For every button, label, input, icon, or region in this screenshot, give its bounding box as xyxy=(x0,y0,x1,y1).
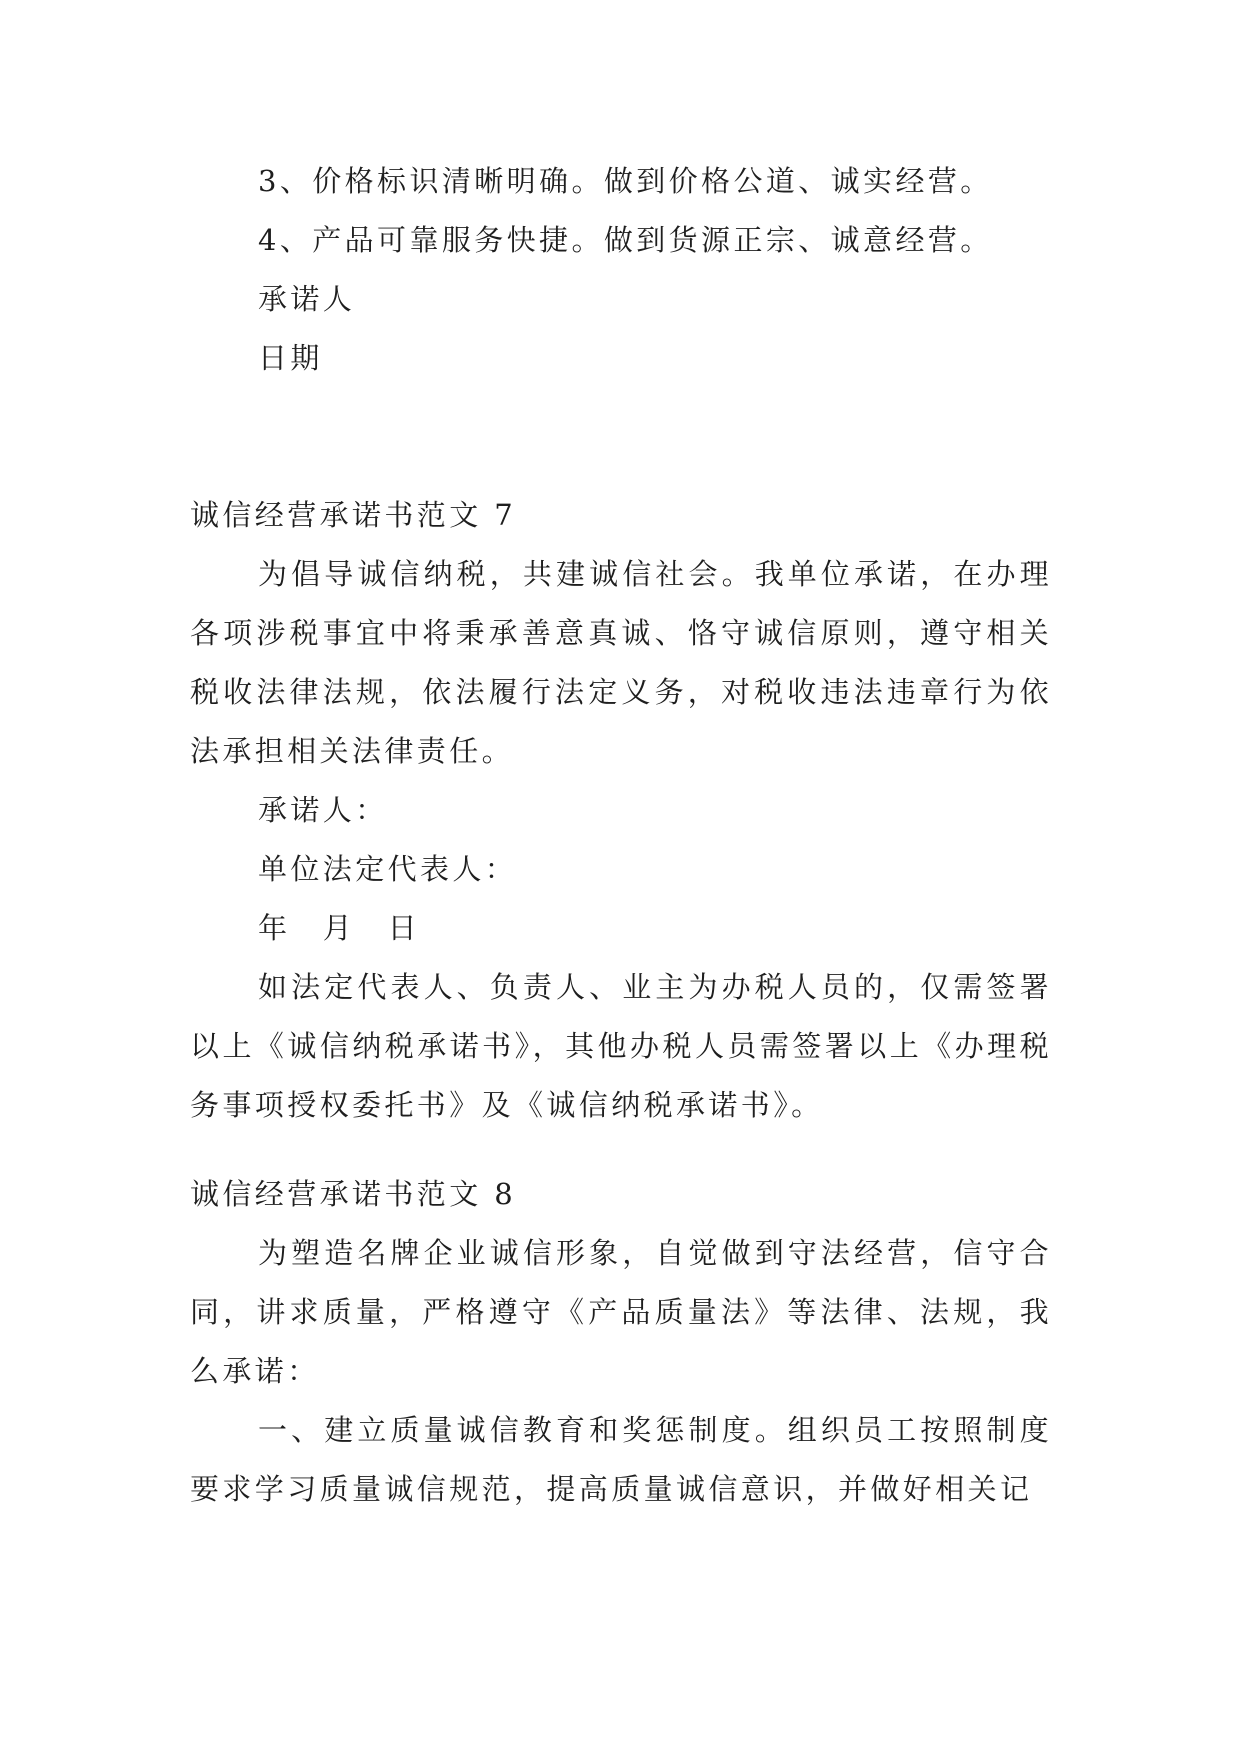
section-gap xyxy=(190,388,1052,486)
date-line: 年 月 日 xyxy=(258,911,421,945)
paragraph-8-1: 为塑造名牌企业诚信形象，自觉做到守法经营，信守合同，讲求质量，严格遵守《产品质量法》等法律、法规，我么承诺： xyxy=(190,1236,1052,1388)
list-item-4: 4、产品可靠服务快捷。做到货源正宗、诚意经营。 xyxy=(258,223,993,257)
section-gap xyxy=(190,1135,1052,1165)
promiser-label-7: 承诺人： xyxy=(258,793,388,827)
promiser-label: 承诺人 xyxy=(258,282,356,316)
date-label: 日期 xyxy=(258,341,323,375)
paragraph-8-2: 一、建立质量诚信教育和奖惩制度。组织员工按照制度要求学习质量诚信规范，提高质量诚信意识，并做好相关记 xyxy=(190,1413,1052,1506)
paragraph-7-1: 为倡导诚信纳税，共建诚信社会。我单位承诺，在办理各项涉税事宜中将秉承善意真诚、恪守诚信原则，遵守相关税收法律法规，依法履行法定义务，对税收违法违章行为依法承担相关法律责任。 xyxy=(190,557,1052,768)
legal-rep-label: 单位法定代表人： xyxy=(258,852,518,886)
section-heading-8: 诚信经营承诺书范文 8 xyxy=(190,1177,517,1211)
paragraph-7-2: 如法定代表人、负责人、业主为办税人员的，仅需签署以上《诚信纳税承诺书》，其他办税人员需签署以上《办理税务事项授权委托书》及《诚信纳税承诺书》。 xyxy=(190,970,1052,1122)
document-body xyxy=(190,152,1052,1519)
section-heading-7: 诚信经营承诺书范文 7 xyxy=(190,498,517,532)
list-item-3: 3、价格标识清晰明确。做到价格公道、诚实经营。 xyxy=(258,164,993,198)
